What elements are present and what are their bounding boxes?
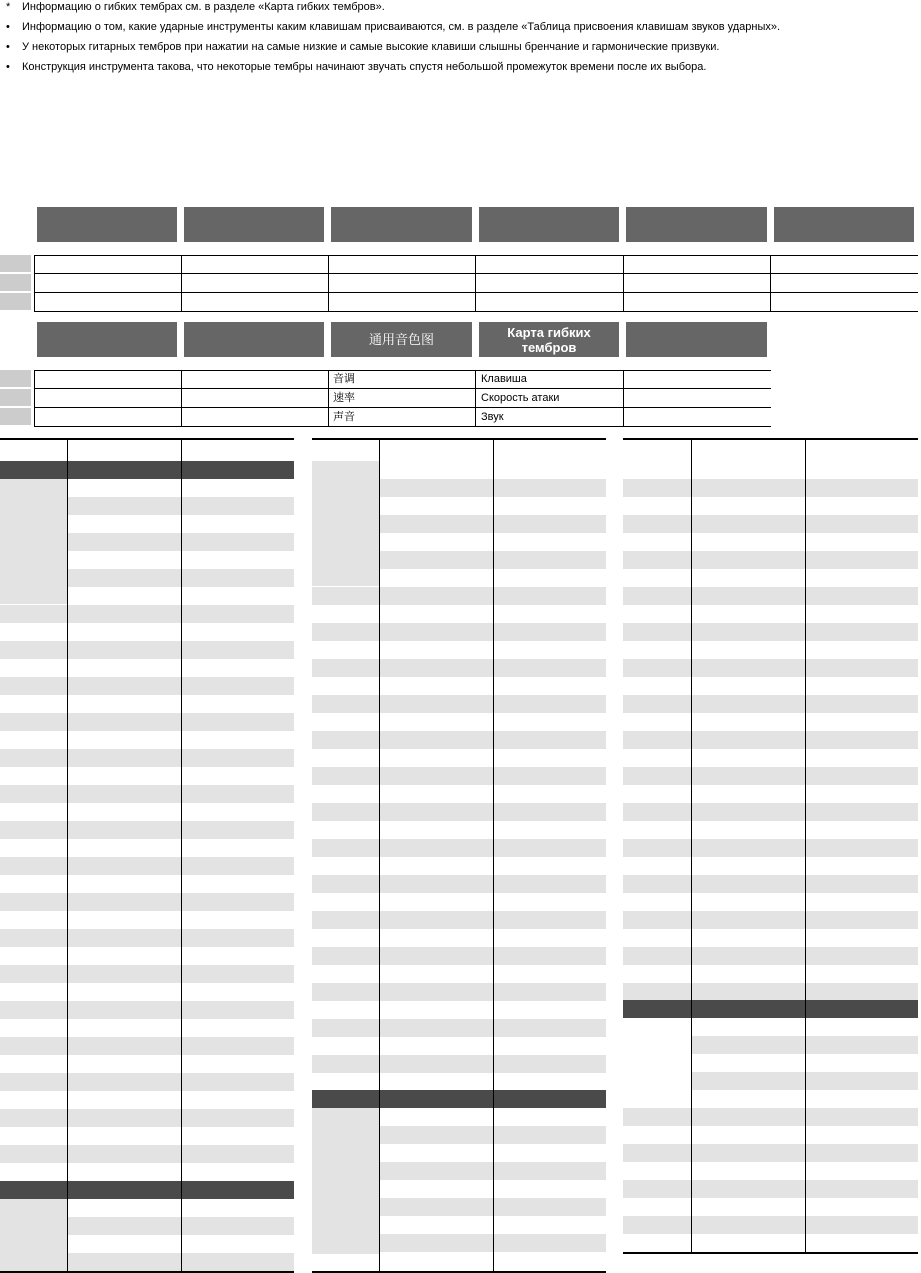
table-row-shade — [0, 677, 294, 695]
legend-header — [626, 322, 767, 357]
table-row-shade — [312, 983, 606, 1001]
row-divider — [34, 426, 771, 427]
note-mark: • — [6, 41, 10, 53]
legend-cell: Скорость атаки — [481, 392, 560, 404]
row-tab — [0, 408, 31, 425]
col-divider — [181, 440, 182, 1272]
table-row-shade — [312, 1019, 606, 1037]
legend-header-flex-map: Карта гибких тембров — [479, 322, 619, 357]
legend-cell: 音调 — [333, 373, 355, 385]
table-row-shade — [312, 875, 606, 893]
table-row-shade — [623, 587, 918, 605]
row-divider — [34, 407, 771, 408]
column-header — [184, 207, 324, 242]
table-row-shade — [623, 1144, 918, 1162]
col-divider — [623, 255, 624, 312]
col-divider — [34, 255, 35, 312]
table-row-shade — [623, 1108, 918, 1126]
table-row-shade — [0, 821, 294, 839]
table-row-shade — [0, 929, 294, 947]
table-row-shade — [623, 623, 918, 641]
col-divider — [379, 440, 380, 1272]
col-divider — [34, 370, 35, 427]
col-divider — [770, 255, 771, 312]
note-text: У некоторых гитарных тембров при нажатии на самые низкие и самые высокие клавиши слышны бренчание и гармонические призвуки. — [22, 41, 720, 53]
legend-cell: 速率 — [333, 392, 355, 404]
row-divider — [34, 388, 771, 389]
table-row-shade — [623, 1180, 918, 1198]
table-row-shade — [0, 857, 294, 875]
table-row-shade — [312, 911, 606, 929]
col-divider — [691, 440, 692, 1253]
note-mark: • — [6, 61, 10, 73]
row-divider — [34, 273, 918, 274]
category-cell — [312, 1108, 379, 1254]
legend-cell: Клавиша — [481, 373, 527, 385]
legend-header — [37, 322, 177, 357]
table-bottom-rule — [623, 1252, 918, 1254]
section-band — [312, 1090, 606, 1108]
note-text: Информацию о том, какие ударные инструменты каким клавишам присваиваются, см. в разделе «Таблица присвоения клавишам звуков ударных». — [22, 21, 781, 33]
legend-header-general-map: 通用音色图 — [331, 322, 472, 357]
table-row-shade — [312, 947, 606, 965]
table-row-shade — [312, 1055, 606, 1073]
table-row-shade — [623, 659, 918, 677]
row-divider — [34, 311, 918, 312]
col-divider — [475, 370, 476, 427]
row-divider — [34, 292, 918, 293]
table-top-rule — [623, 438, 918, 440]
note-text: Информацию о гибких тембрах см. в разделе «Карта гибких тембров». — [22, 1, 385, 13]
note-mark: * — [6, 1, 11, 13]
table-row-shade — [312, 731, 606, 749]
column-header — [331, 207, 472, 242]
note-mark: • — [6, 21, 10, 33]
category-cell — [0, 479, 67, 604]
note-text: Конструкция инструмента такова, что некоторые тембры начинают звучать спустя небольшой промежуток времени после их выбора. — [22, 61, 707, 73]
table-row-shade — [0, 1145, 294, 1163]
legend-header — [184, 322, 324, 357]
col-divider — [475, 255, 476, 312]
table-row-shade — [623, 551, 918, 569]
col-divider — [181, 255, 182, 312]
table-row-shade — [312, 767, 606, 785]
table-row-shade — [623, 911, 918, 929]
col-divider — [623, 370, 624, 427]
row-tab — [0, 255, 31, 272]
section-band — [0, 461, 294, 479]
table-row-shade — [623, 983, 918, 1001]
table-row-shade — [0, 1073, 294, 1091]
table-row-shade — [623, 767, 918, 785]
column-header — [479, 207, 619, 242]
table-top-rule — [312, 438, 606, 440]
table-row-shade — [0, 749, 294, 767]
table-row-shade — [0, 713, 294, 731]
table-row-shade — [0, 605, 294, 623]
row-divider — [34, 370, 771, 371]
section-band — [0, 1181, 294, 1199]
table-row-shade — [623, 803, 918, 821]
row-tab — [0, 293, 31, 310]
table-row-shade — [623, 1216, 918, 1234]
column-header — [626, 207, 767, 242]
table-row-shade — [0, 1001, 294, 1019]
table-row-shade — [312, 839, 606, 857]
row-tab — [0, 370, 31, 387]
table-row-shade — [623, 875, 918, 893]
table-row-shade — [623, 839, 918, 857]
category-cell — [0, 1199, 67, 1272]
category-cell — [623, 1018, 691, 1090]
table-row-shade — [0, 785, 294, 803]
category-cell — [312, 461, 379, 586]
table-row-shade — [0, 965, 294, 983]
col-divider — [181, 370, 182, 427]
table-row-shade — [312, 803, 606, 821]
row-divider — [34, 255, 918, 256]
table-row-shade — [0, 641, 294, 659]
section-band — [623, 1000, 918, 1018]
col-divider — [328, 370, 329, 427]
table-row-shade — [623, 731, 918, 749]
table-row-shade — [0, 1037, 294, 1055]
table-row-shade — [0, 893, 294, 911]
legend-cell: 声音 — [333, 411, 355, 423]
table-row-shade — [623, 479, 918, 497]
col-divider — [67, 440, 68, 1272]
legend-cell: Звук — [481, 411, 504, 423]
col-divider — [805, 440, 806, 1253]
table-row-shade — [312, 623, 606, 641]
table-row-shade — [623, 515, 918, 533]
column-header — [37, 207, 177, 242]
column-header — [774, 207, 914, 242]
table-row-shade — [312, 587, 606, 605]
table-row-shade — [623, 947, 918, 965]
table-row-shade — [623, 695, 918, 713]
table-top-rule — [0, 438, 294, 440]
table-row-shade — [312, 695, 606, 713]
table-row-shade — [312, 659, 606, 677]
row-tab — [0, 274, 31, 291]
col-divider — [493, 440, 494, 1272]
row-tab — [0, 389, 31, 406]
table-row-shade — [0, 1109, 294, 1127]
col-divider — [328, 255, 329, 312]
